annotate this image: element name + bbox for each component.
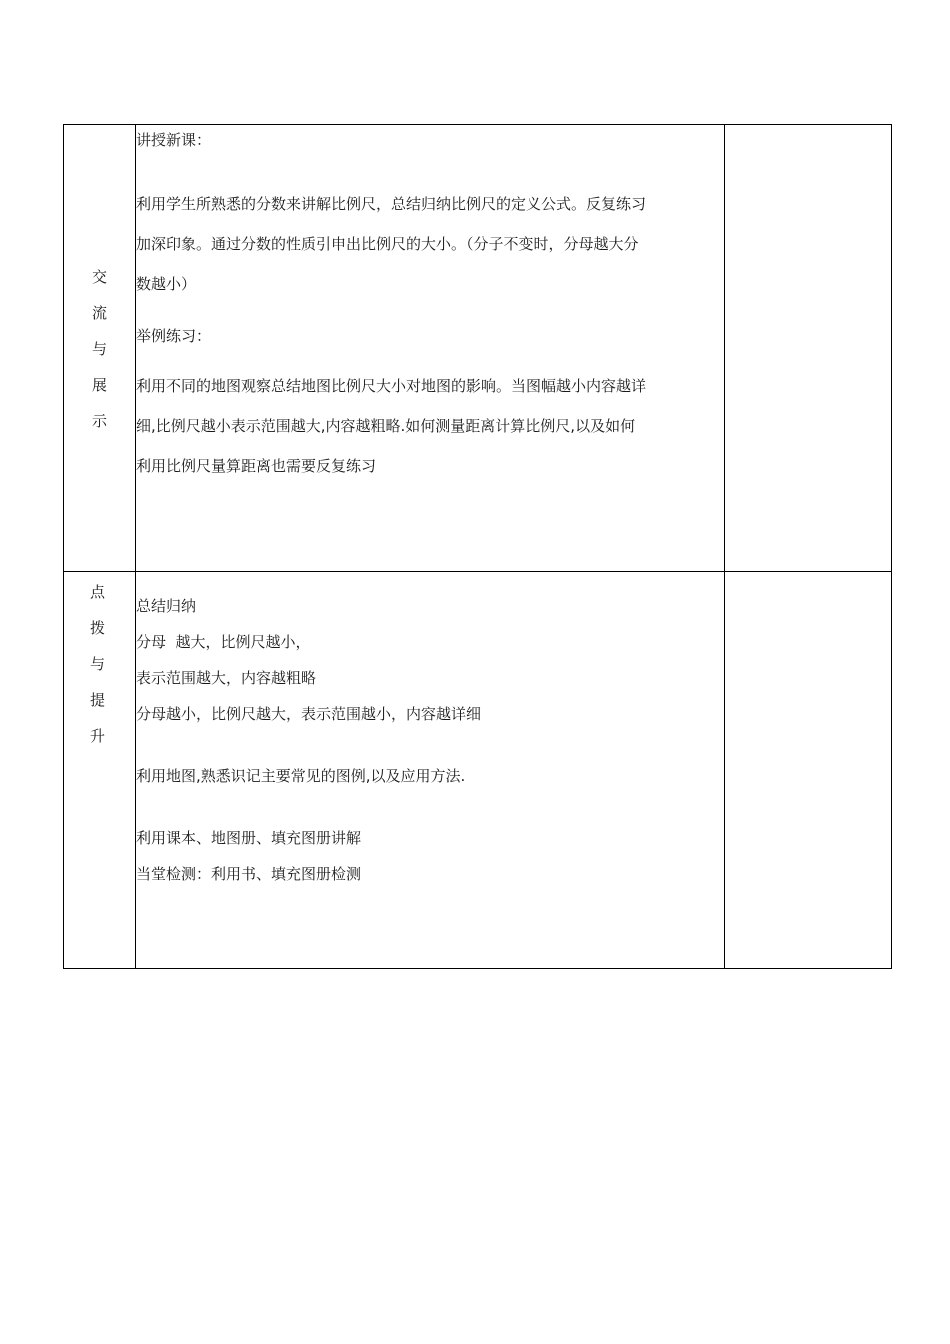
label-char: 示 [91, 412, 107, 430]
label-char: 点 [89, 583, 105, 601]
lesson-plan-table [63, 124, 892, 969]
para-line: 利用不同的地图观察总结地图比例尺大小对地图的影响。当图幅越小内容越详 [136, 377, 647, 395]
summary-line: 总结归纳 [136, 597, 197, 615]
label-char: 流 [91, 304, 107, 322]
notes-cell [725, 125, 892, 572]
para-line: 数越小） [136, 275, 197, 293]
method-line: 利用课本、地图册、填充图册讲解 [136, 829, 362, 847]
section-label-exchange [64, 125, 135, 439]
label-char: 交 [91, 268, 107, 286]
label-char: 与 [89, 655, 105, 673]
table-row-guidance [64, 572, 892, 969]
summary-line: 表示范围越大，内容越粗略 [136, 669, 317, 687]
label-char: 拨 [89, 619, 105, 637]
map-usage-line: 利用地图,熟悉识记主要常见的图例,以及应用方法. [136, 767, 466, 785]
heading-new-lesson: 讲授新课： [136, 131, 212, 149]
content-cell-guidance [136, 572, 725, 969]
summary-line: 分母 越大，比例尺越小， [136, 633, 311, 651]
summary-line: 分母越小，比例尺越大，表示范围越小，内容越详细 [136, 705, 482, 723]
label-char: 展 [91, 376, 107, 394]
section-label-cell [64, 572, 136, 969]
heading-examples: 举例练习： [136, 327, 212, 345]
label-char: 提 [89, 691, 105, 709]
notes-cell [725, 572, 892, 969]
para-line: 利用比例尺量算距离也需要反复练习 [136, 457, 377, 475]
para-line: 利用学生所熟悉的分数来讲解比例尺，总结归纳比例尺的定义公式。反复练习 [136, 195, 647, 213]
table-row-exchange [64, 125, 892, 572]
label-char: 与 [91, 340, 107, 358]
para-line: 加深印象。通过分数的性质引申出比例尺的大小。（分子不变时，分母越大分 [136, 235, 639, 253]
label-char: 升 [89, 727, 105, 745]
content-cell-exchange [136, 125, 725, 572]
para-line: 细,比例尺越小表示范围越大,内容越粗略.如何测量距离计算比例尺,以及如何 [136, 417, 636, 435]
method-line: 当堂检测：利用书、填充图册检测 [136, 865, 362, 883]
section-label-guidance [60, 572, 135, 754]
section-label-cell [64, 125, 136, 572]
